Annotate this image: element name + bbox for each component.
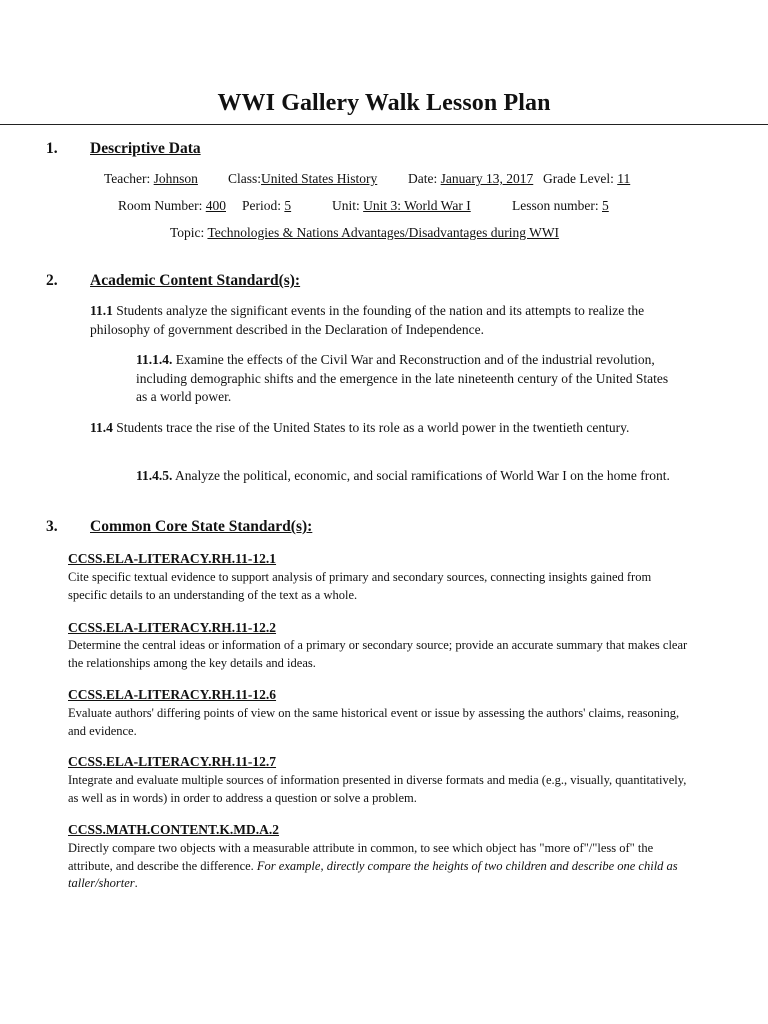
class-value: United States History xyxy=(261,171,378,186)
grade-level-value: 11 xyxy=(617,171,631,186)
ccss-code: CCSS.ELA-LITERACY.RH.11-12.1 xyxy=(68,551,277,566)
section-title: Descriptive Data xyxy=(90,140,201,157)
class-field xyxy=(228,170,377,188)
class-label: Class: xyxy=(228,171,262,186)
room-number-value: 400 xyxy=(205,198,226,213)
topic-label: Topic: xyxy=(170,225,205,240)
section-title: Academic Content Standard(s): xyxy=(90,272,301,289)
title-divider xyxy=(0,124,768,125)
period-value: 5 xyxy=(284,198,292,213)
date-field xyxy=(408,170,533,188)
section-number: 2. xyxy=(46,272,58,289)
ccss-description-text: Directly compare two objects with a measurable attribute in common, to see which object has "more of"/"less of" the attribute, and describe the difference. xyxy=(68,841,654,873)
lesson-number-field xyxy=(512,197,609,215)
teacher-value: Johnson xyxy=(153,171,198,186)
standard-text: Students analyze the significant events in the founding of the nation and its attempts to realize the philosophy of government described in the Declaration of Independence. xyxy=(90,303,645,337)
ccss-description: Cite specific textual evidence to support analysis of primary and secondary sources, connecting insights gained from specific details to an understanding of the text as a whole. xyxy=(68,570,652,602)
academic-standard-11-4 xyxy=(90,419,680,438)
ccss-code: CCSS.ELA-LITERACY.RH.11-12.2 xyxy=(68,620,277,635)
ccss-description: Evaluate authors' differing points of view on the same historical event or issue by assessing the authors' claims, reasoning, and evidence. xyxy=(68,706,680,738)
section-heading-academic-standards xyxy=(46,272,300,290)
lesson-number-label: Lesson number: xyxy=(512,198,599,213)
date-value: January 13, 2017 xyxy=(440,171,534,186)
section-number: 3. xyxy=(46,518,58,535)
standard-code: 11.1 xyxy=(90,303,113,318)
unit-label: Unit: xyxy=(332,198,360,213)
grade-level-field xyxy=(543,170,630,188)
section-heading-descriptive-data xyxy=(46,140,201,158)
ccss-code: CCSS.ELA-LITERACY.RH.11-12.6 xyxy=(68,687,277,702)
ccss-description-tail: . xyxy=(134,876,138,890)
ccss-description: Determine the central ideas or information of a primary or secondary source; provide an accurate summary that makes clear the relationships among the key details and ideas. xyxy=(68,638,688,670)
grade-level-label: Grade Level: xyxy=(543,171,614,186)
ccss-code: CCSS.MATH.CONTENT.K.MD.A.2 xyxy=(68,822,280,837)
academic-standard-11-4-5 xyxy=(136,467,681,486)
academic-standard-11-1 xyxy=(90,302,680,339)
lesson-number-value: 5 xyxy=(602,198,609,213)
page-title: WWI Gallery Walk Lesson Plan xyxy=(217,90,551,116)
teacher-label: Teacher: xyxy=(104,171,151,186)
standard-text: Analyze the political, economic, and social ramifications of World War I on the home front. xyxy=(172,468,670,483)
date-label: Date: xyxy=(408,171,438,186)
ccss-code: CCSS.ELA-LITERACY.RH.11-12.7 xyxy=(68,754,277,769)
unit-value: Unit 3: World War I xyxy=(363,198,471,213)
room-number-field xyxy=(118,197,226,215)
section-heading-common-core xyxy=(46,518,312,536)
topic-value: Technologies & Nations Advantages/Disadvantages during WWI xyxy=(207,225,560,240)
ccss-description: Integrate and evaluate multiple sources of information presented in diverse formats and media (e.g., visually, quantitatively, as well as in words) in order to address a question or solve a problem. xyxy=(68,773,687,805)
standard-text: Students trace the rise of the United States to its role as a world power in the twentieth century. xyxy=(112,420,630,435)
unit-field xyxy=(332,197,471,215)
standard-code: 11.1.4. xyxy=(136,352,173,367)
ccss-description xyxy=(68,840,688,893)
section-title: Common Core State Standard(s): xyxy=(90,518,313,535)
room-number-label: Room Number: xyxy=(118,198,203,213)
standard-text: Examine the effects of the Civil War and Reconstruction and of the industrial revolution, including demographic shifts and the emergence in the late nineteenth century of the United States as a world power. xyxy=(136,352,669,404)
period-field xyxy=(242,197,291,215)
topic-field xyxy=(170,224,559,242)
teacher-field xyxy=(104,170,198,188)
period-label: Period: xyxy=(242,198,281,213)
section-number: 1. xyxy=(46,140,58,157)
standard-code: 11.4.5. xyxy=(136,468,173,483)
ccss-example-text: For example, directly compare the heights of two children and describe one child as taller/shorter xyxy=(68,858,678,890)
academic-standard-11-1-4 xyxy=(136,351,681,407)
standard-code: 11.4 xyxy=(90,420,113,435)
